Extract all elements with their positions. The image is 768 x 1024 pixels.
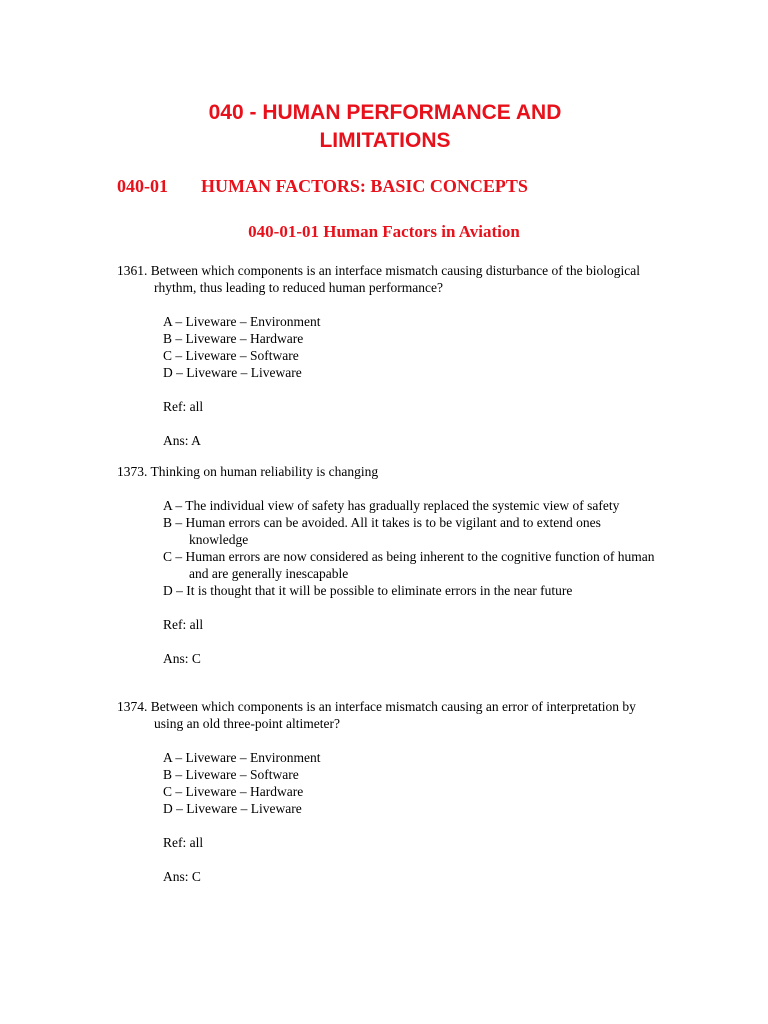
question-1374 [117,698,657,885]
question-answer: Ans: C [163,869,201,884]
option-c: C – Liveware – Hardware [163,784,304,799]
option-d: D – Liveware – Liveware [163,801,302,816]
option-b: B – Human errors can be avoided. All it takes is to be vigilant and to extend ones knowledge [163,515,601,547]
option-b: B – Liveware – Hardware [163,331,304,346]
question-ref: Ref: all [163,835,204,850]
option-c: C – Liveware – Software [163,348,299,363]
option-b: B – Liveware – Software [163,767,299,782]
option-a: A – Liveware – Environment [163,750,321,765]
question-ref: Ref: all [163,399,204,414]
question-text: 1361. Between which components is an interface mismatch causing disturbance of the biological rhythm, thus leading to reduced human performance? [117,263,640,295]
question-answer: Ans: A [163,433,201,448]
answer-options [163,313,657,381]
option-d: D – It is thought that it will be possible to eliminate errors in the near future [163,583,573,598]
question-answer: Ans: C [163,651,201,666]
option-c: C – Human errors are now considered as being inherent to the cognitive function of human and are generally inescapable [163,549,655,581]
option-d: D – Liveware – Liveware [163,365,302,380]
section-name: HUMAN FACTORS: BASIC CONCEPTS [201,176,528,196]
question-text: 1373. Thinking on human reliability is changing [117,464,379,479]
question-text: 1374. Between which components is an interface mismatch causing an error of interpretation by using an old three-point altimeter? [117,699,636,731]
document-title: 040 - HUMAN PERFORMANCE AND LIMITATIONS [208,101,562,152]
answer-options [163,497,657,599]
option-a: A – The individual view of safety has gradually replaced the systemic view of safety [163,498,620,513]
question-1361 [117,262,657,449]
section-number: 040-01 [117,176,168,196]
question-ref: Ref: all [163,617,204,632]
question-1373 [117,463,657,667]
answer-options [163,749,657,817]
subsection-heading: 040-01-01 Human Factors in Aviation [248,222,520,241]
option-a: A – Liveware – Environment [163,314,321,329]
